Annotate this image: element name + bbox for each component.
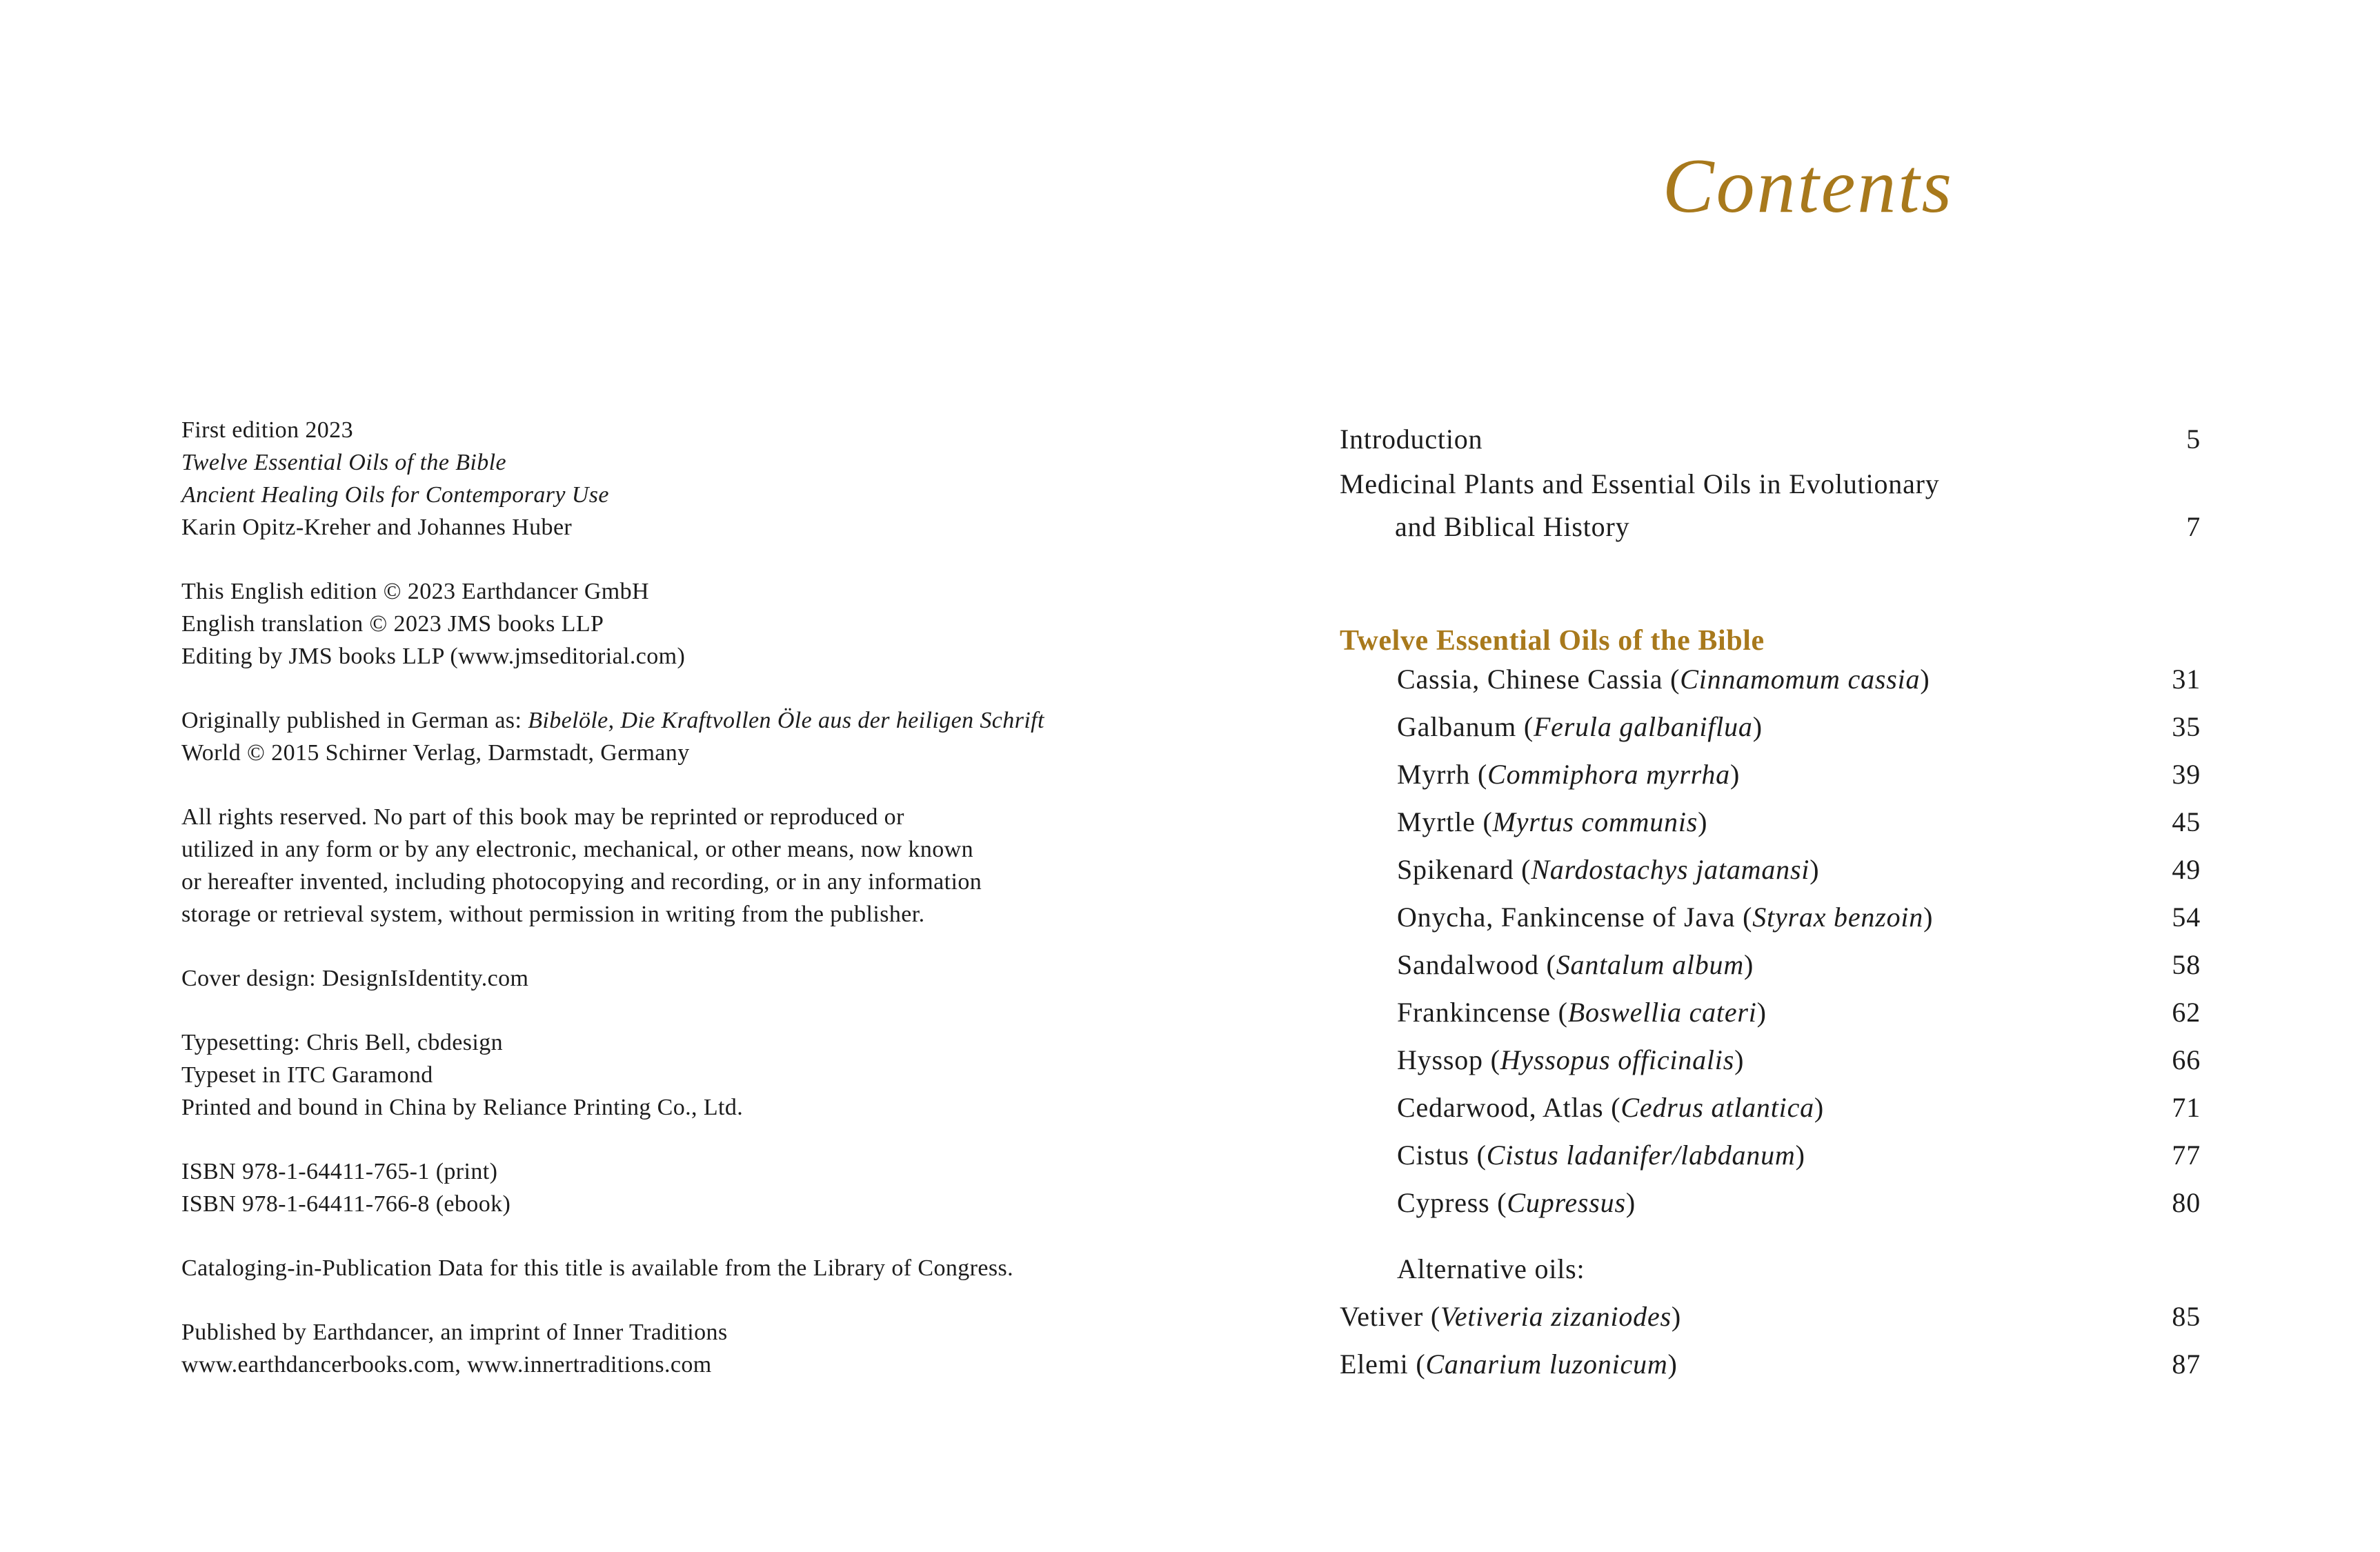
copyright-text-segment: Typeset in ITC Garamond [181, 1062, 433, 1088]
copyright-text-segment: ISBN 978-1-64411-765-1 (print) [181, 1159, 498, 1184]
copyright-text-segment: English translation © 2023 JMS books LLP [181, 611, 604, 637]
toc-page-number: 87 [2172, 1349, 2201, 1380]
copyright-block [181, 1252, 1168, 1284]
copyright-text-segment: Cover design: DesignIsIdentity.com [181, 966, 529, 991]
toc-page-number: 71 [2172, 1092, 2201, 1123]
oil-name: Cistus ( [1397, 1140, 1487, 1171]
toc-entry-label [1340, 798, 2125, 846]
oil-latin-name: Cistus ladanifer/labdanum [1486, 1140, 1796, 1171]
toc-entry [1340, 988, 2201, 1036]
oil-name: Vetiver ( [1340, 1301, 1441, 1332]
copyright-line [181, 704, 1168, 737]
copyright-line [181, 479, 1168, 511]
oil-name: Myrtle ( [1397, 806, 1493, 837]
toc-page-number: 49 [2172, 854, 2201, 885]
copyright-text-segment: All rights reserved. No part of this book may be reprinted or reproduced or [181, 804, 904, 830]
oil-paren: ) [1920, 664, 1930, 695]
copyright-line [181, 737, 1168, 769]
copyright-line [181, 575, 1168, 608]
oil-latin-name: Styrax benzoin [1752, 902, 1924, 933]
copyright-line [181, 1252, 1168, 1284]
copyright-text-segment: or hereafter invented, including photocopying and recording, or in any information [181, 869, 982, 895]
copyright-text-segment: Cataloging-in-Publication Data for this title is available from the Library of Congress. [181, 1255, 1014, 1281]
toc-entry-label [1340, 941, 2125, 988]
oil-latin-name: Cedrus atlantica [1620, 1092, 1814, 1123]
contents-page [1190, 0, 2380, 1552]
toc-page-number: 35 [2172, 711, 2201, 742]
toc-entry [1340, 798, 2201, 846]
oil-paren: ) [1752, 711, 1763, 742]
toc-section-heading: Twelve Essential Oils of the Bible [1340, 625, 1765, 657]
toc-entry [1340, 1340, 2201, 1388]
oil-name: Frankincense ( [1397, 997, 1568, 1028]
oil-paren: ) [1795, 1140, 1805, 1171]
oil-name: Elemi ( [1340, 1349, 1426, 1380]
oil-latin-name: Cinnamomum cassia [1680, 664, 1921, 695]
toc-page-number: 80 [2172, 1187, 2201, 1218]
copyright-text-segment: First edition 2023 [181, 417, 353, 443]
toc-entry-label [1340, 1179, 2125, 1226]
copyright-line [181, 1188, 1168, 1220]
toc-entry-label [1340, 846, 2125, 893]
copyright-line [181, 1349, 1168, 1381]
oil-paren: ) [1814, 1092, 1825, 1123]
toc-alternative-list [1340, 1293, 2201, 1388]
copyright-block [181, 1316, 1168, 1381]
oil-name: Hyssop ( [1397, 1044, 1500, 1075]
oil-paren: ) [1698, 806, 1708, 837]
copyright-line [181, 1026, 1168, 1059]
toc-entry [1340, 1084, 2201, 1131]
copyright-text-segment: Originally published in German as: [181, 708, 528, 733]
copyright-line [181, 640, 1168, 673]
oil-name: Onycha, Fankincense of Java ( [1397, 902, 1753, 933]
copyright-line [181, 962, 1168, 995]
copyright-line [181, 414, 1168, 446]
toc-entry-label [1340, 988, 2125, 1036]
copyright-block [181, 414, 1168, 544]
copyright-text-segment: storage or retrieval system, without permission in writing from the publisher. [181, 902, 925, 927]
copyright-block [181, 704, 1168, 769]
oil-latin-name: Vetiveria zizaniodes [1440, 1301, 1672, 1332]
copyright-line [181, 511, 1168, 544]
copyright-text-segment: ISBN 978-1-64411-766-8 (ebook) [181, 1191, 511, 1217]
toc-entry [1340, 1293, 2201, 1340]
toc-entry-label [1340, 1131, 2125, 1179]
toc-page-number: 39 [2172, 759, 2201, 790]
oil-paren: ) [1625, 1187, 1636, 1218]
copyright-line [181, 1316, 1168, 1349]
oil-latin-name: Ferula galbaniflua [1533, 711, 1753, 742]
oil-latin-name: Hyssopus officinalis [1500, 1044, 1735, 1075]
copyright-line [181, 898, 1168, 931]
oil-latin-name: Commiphora myrrha [1487, 759, 1730, 790]
toc-entry [1340, 1131, 2201, 1179]
toc-intro-list [1340, 415, 2201, 548]
oil-paren: ) [1756, 997, 1767, 1028]
copyright-text-segment: Published by Earthdancer, an imprint of Inner Traditions [181, 1320, 728, 1345]
oil-name: Cedarwood, Atlas ( [1397, 1092, 1621, 1123]
toc-entry [1340, 750, 2201, 798]
toc-page-number: 31 [2172, 664, 2201, 695]
toc-entry [1340, 941, 2201, 988]
copyright-line [181, 866, 1168, 898]
toc-page-number: 58 [2172, 949, 2201, 980]
copyright-line [181, 1059, 1168, 1091]
copyright-block [181, 575, 1168, 673]
oil-name: Cypress ( [1397, 1187, 1507, 1218]
toc-entry [1340, 655, 2201, 703]
copyright-text-segment: Bibelöle, Die Kraftvollen Öle aus der heiligen Schrift [528, 708, 1044, 733]
copyright-text-segment: Typesetting: Chris Bell, cbdesign [181, 1030, 503, 1055]
contents-title: Contents [1662, 143, 1954, 229]
toc-entry [1340, 415, 2201, 463]
toc-entry-line: Introduction [1340, 424, 1483, 455]
toc-entry [1340, 846, 2201, 893]
copyright-line [181, 1091, 1168, 1124]
oil-latin-name: Canarium luzonicum [1425, 1349, 1668, 1380]
oil-latin-name: Santalum album [1556, 949, 1745, 980]
toc-page-number: 54 [2172, 902, 2201, 933]
oil-paren: ) [1671, 1301, 1682, 1332]
copyright-text-segment: www.earthdancerbooks.com, www.innertraditions.com [181, 1352, 712, 1377]
copyright-text-segment: Twelve Essential Oils of the Bible [181, 450, 506, 475]
copyright-line [181, 446, 1168, 479]
oil-name: Galbanum ( [1397, 711, 1534, 742]
toc-entry-label [1340, 1293, 2125, 1340]
copyright-text [181, 414, 1168, 1413]
oil-latin-name: Myrtus communis [1492, 806, 1698, 837]
toc-entry-label [1340, 655, 2125, 703]
oil-latin-name: Boswellia cateri [1567, 997, 1757, 1028]
oil-name: Cassia, Chinese Cassia ( [1397, 664, 1680, 695]
copyright-text-segment: Karin Opitz-Kreher and Johannes Huber [181, 515, 573, 540]
oil-paren: ) [1923, 902, 1934, 933]
copyright-text-segment: This English edition © 2023 Earthdancer GmbH [181, 579, 649, 604]
toc-entry-label [1340, 703, 2125, 750]
toc-entry [1340, 1179, 2201, 1226]
copyright-text-segment: Printed and bound in China by Reliance Printing Co., Ltd. [181, 1095, 744, 1120]
toc-entry [1340, 463, 2201, 548]
toc-page-number: 77 [2172, 1140, 2201, 1171]
copyright-line [181, 801, 1168, 833]
oil-paren: ) [1729, 759, 1741, 790]
toc-page-number: 85 [2172, 1301, 2201, 1332]
oil-name: Spikenard ( [1397, 854, 1531, 885]
toc-page-number: 62 [2172, 997, 2201, 1028]
toc-alternative-label: Alternative oils: [1397, 1253, 1585, 1284]
copyright-block [181, 801, 1168, 931]
toc-page-number: 45 [2172, 806, 2201, 837]
toc-entry-label [1340, 893, 2125, 941]
copyright-text-segment: Editing by JMS books LLP (www.jmseditorial.com) [181, 644, 686, 669]
toc-entry-label [1340, 750, 2125, 798]
toc-entry-line: and Biblical History [1395, 511, 1630, 542]
oil-paren: ) [1667, 1349, 1678, 1380]
copyright-text-segment: utilized in any form or by any electronic, mechanical, or other means, now known [181, 837, 973, 862]
oil-latin-name: Nardostachys jatamansi [1531, 854, 1810, 885]
oil-name: Sandalwood ( [1397, 949, 1556, 980]
copyright-block [181, 962, 1168, 995]
copyright-block [181, 1026, 1168, 1124]
copyright-block [181, 1155, 1168, 1220]
toc-entry [1340, 703, 2201, 750]
copyright-text-segment: Ancient Healing Oils for Contemporary Use [181, 482, 609, 508]
toc-page-number: 7 [2186, 511, 2201, 542]
toc-oil-list [1340, 655, 2201, 1226]
toc-entry-label [1340, 415, 2125, 463]
toc-entry-line: Medicinal Plants and Essential Oils in Evolutionary [1340, 468, 1940, 499]
toc-entry-label [1340, 1084, 2125, 1131]
oil-name: Myrrh ( [1397, 759, 1488, 790]
toc-entry [1340, 893, 2201, 941]
toc-entry-label [1340, 1340, 2125, 1388]
toc-entry-label [1340, 463, 2125, 548]
oil-paren: ) [1734, 1044, 1745, 1075]
toc-page-number: 66 [2172, 1044, 2201, 1075]
copyright-line [181, 833, 1168, 866]
copyright-line [181, 1155, 1168, 1188]
copyright-text-segment: World © 2015 Schirner Verlag, Darmstadt, Germany [181, 740, 690, 766]
copyright-line [181, 608, 1168, 640]
oil-paren: ) [1744, 949, 1754, 980]
oil-paren: ) [1809, 854, 1820, 885]
toc-entry [1340, 1036, 2201, 1084]
toc-page-number: 5 [2186, 424, 2201, 455]
toc-entry-label [1340, 1036, 2125, 1084]
oil-latin-name: Cupressus [1507, 1187, 1626, 1218]
